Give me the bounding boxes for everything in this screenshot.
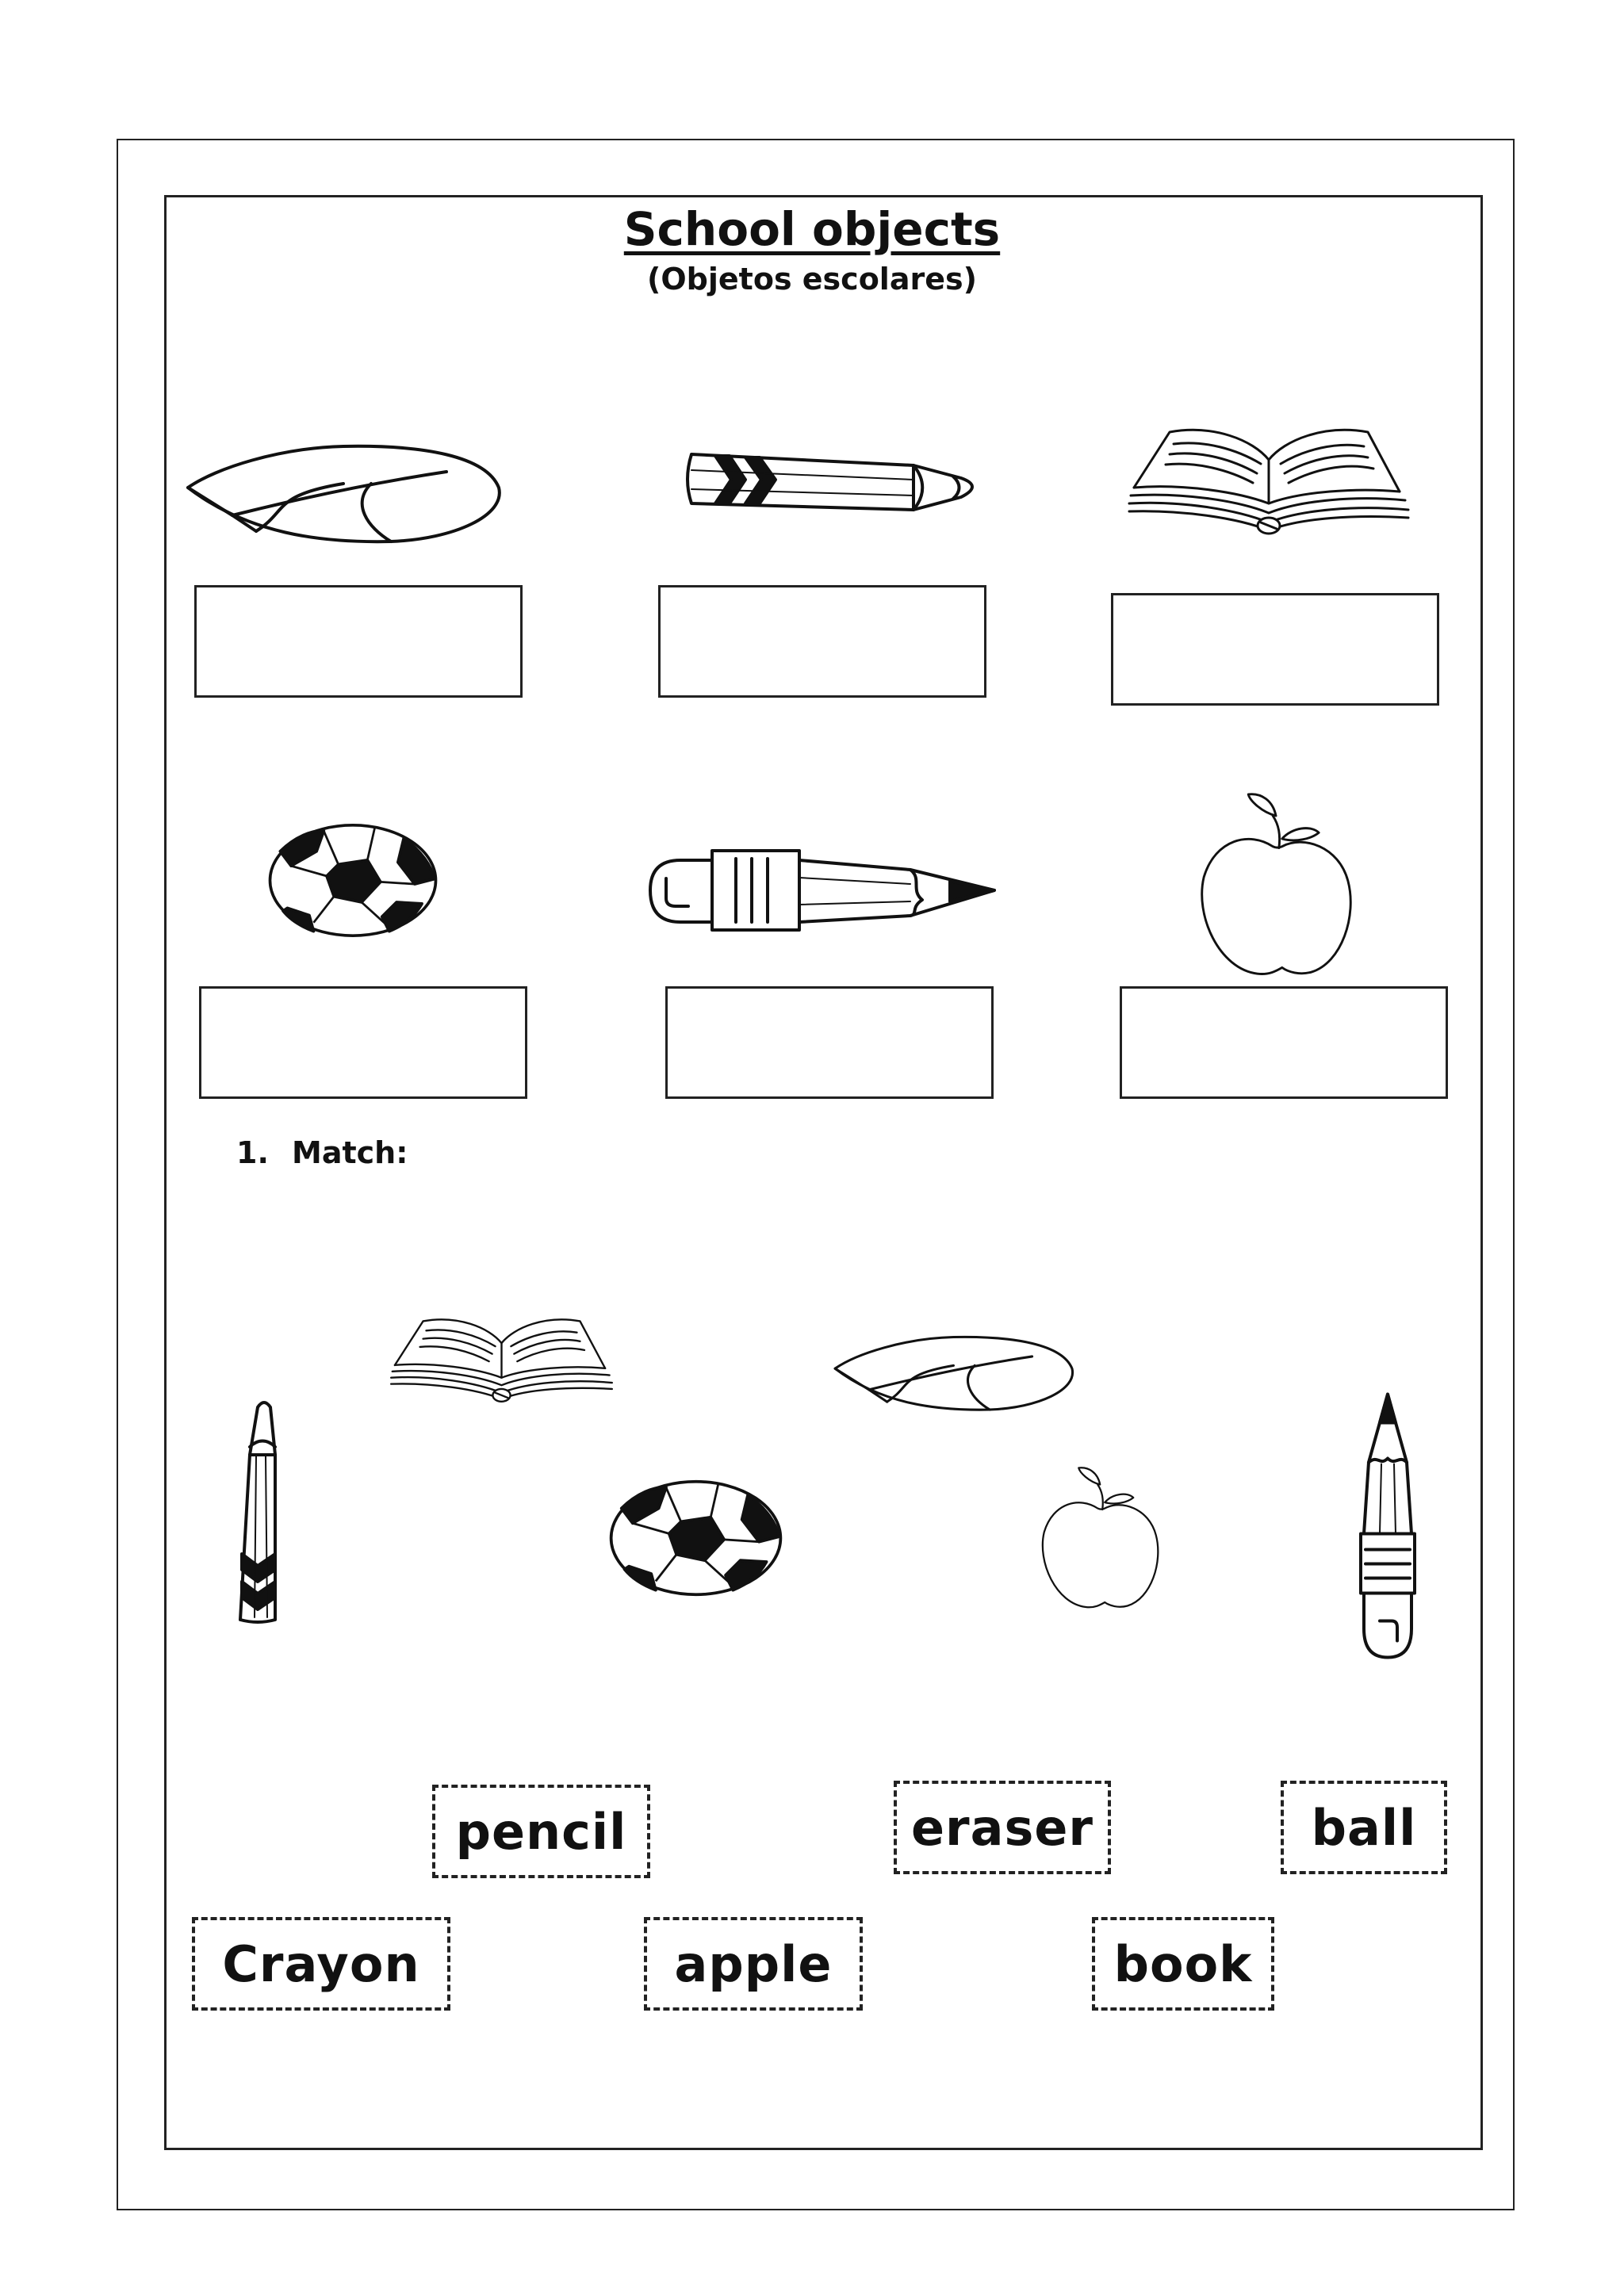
ball-icon[interactable] <box>607 1475 785 1601</box>
answer-box-eraser[interactable] <box>194 585 523 698</box>
apple-icon[interactable] <box>1037 1467 1164 1609</box>
answer-box-ball[interactable] <box>199 986 527 1099</box>
book-icon <box>1122 416 1415 535</box>
crayon-icon[interactable] <box>226 1395 289 1625</box>
exercise-label: Match: <box>292 1135 408 1170</box>
answer-box-pencil[interactable] <box>665 986 994 1099</box>
answer-box-crayon[interactable] <box>658 585 986 698</box>
pencil-icon[interactable] <box>1348 1389 1427 1663</box>
word-card-eraser[interactable]: eraser <box>894 1781 1111 1874</box>
word-card-crayon[interactable]: Crayon <box>192 1917 450 2011</box>
eraser-icon <box>185 440 502 543</box>
answer-box-apple[interactable] <box>1120 986 1448 1099</box>
word-card-apple[interactable]: apple <box>644 1917 863 2011</box>
apple-icon <box>1193 793 1360 977</box>
exercise-instruction <box>236 1135 408 1170</box>
eraser-icon[interactable] <box>833 1332 1074 1411</box>
ball-icon <box>266 819 440 942</box>
word-card-pencil[interactable]: pencil <box>432 1785 650 1878</box>
word-card-ball[interactable]: ball <box>1281 1781 1447 1874</box>
worksheet-title: School objects <box>623 202 1001 256</box>
book-icon[interactable] <box>389 1308 615 1403</box>
worksheet-subtitle: (Objetos escolares) <box>647 262 977 297</box>
exercise-number: 1. <box>236 1135 269 1170</box>
answer-box-book[interactable] <box>1111 593 1439 706</box>
crayon-icon <box>684 440 985 519</box>
word-card-book[interactable]: book <box>1092 1917 1274 2011</box>
pencil-icon <box>649 843 998 938</box>
